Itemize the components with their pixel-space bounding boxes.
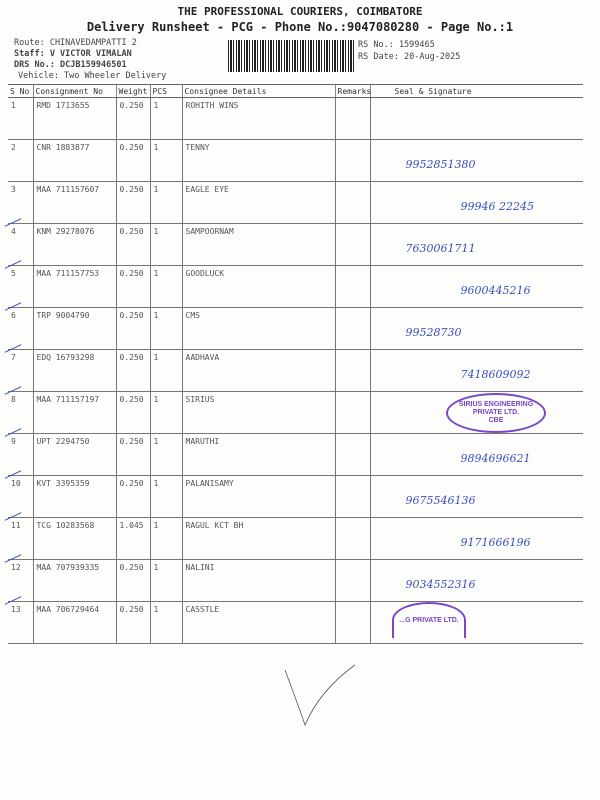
- column-header: Weight: [116, 85, 150, 98]
- cell-pcs: [150, 392, 182, 434]
- handwritten-phone: 9894696621: [460, 452, 531, 465]
- cell-sno: [8, 140, 33, 182]
- cell-signature: [370, 560, 583, 602]
- barcode: [228, 40, 354, 72]
- pcs-text: 1: [153, 143, 159, 152]
- cell-pcs: [150, 560, 182, 602]
- handwritten-phone: 9171666196: [460, 536, 531, 549]
- pcs-text: 1: [153, 479, 159, 488]
- cell-signature: [370, 140, 583, 182]
- weight-text: 1.045: [119, 521, 144, 530]
- cell-signature: [370, 182, 583, 224]
- sno-text: 5: [11, 269, 16, 278]
- weight-text: 0.250: [119, 143, 144, 152]
- cell-consignment: [33, 140, 116, 182]
- cell-consignment: [33, 182, 116, 224]
- consignee-text: NALINI: [185, 563, 215, 572]
- weight-text: 0.250: [119, 395, 144, 404]
- handwritten-phone: 99528730: [405, 326, 462, 339]
- sno-text: 12: [11, 563, 21, 572]
- weight-text: 0.250: [119, 353, 144, 362]
- cell-consignment: [33, 224, 116, 266]
- sno-text: 10: [11, 479, 21, 488]
- cell-consignment: [33, 266, 116, 308]
- cell-remarks: [335, 434, 370, 476]
- table-row: [8, 98, 583, 140]
- cell-pcs: [150, 266, 182, 308]
- cell-remarks: [335, 266, 370, 308]
- consignee-text: CMS: [185, 311, 200, 320]
- table-row: [8, 140, 583, 182]
- second-seal-stamp: [392, 602, 466, 638]
- seal-text: SIRIUS ENGINEERING PRIVATE LTD.: [458, 401, 534, 416]
- cell-consignment: [33, 308, 116, 350]
- pcs-text: 1: [153, 437, 159, 446]
- weight-text: 0.250: [119, 269, 144, 278]
- consignment-text: TCG 10283568: [36, 521, 95, 530]
- sno-text: 13: [11, 605, 21, 614]
- consignee-text: MARUTHI: [185, 437, 220, 446]
- sno-text: 9: [11, 437, 16, 446]
- cell-weight: [116, 560, 150, 602]
- cell-consignment: [33, 560, 116, 602]
- consignment-text: MAA 706729464: [36, 605, 100, 614]
- weight-text: 0.250: [119, 185, 144, 194]
- consignment-text: MAA 711157607: [36, 185, 100, 194]
- sno-text: 11: [11, 521, 21, 530]
- table-row: [8, 602, 583, 644]
- cell-consignee: [182, 434, 335, 476]
- rs-date: RS Date: 20-Aug-2025: [358, 52, 461, 62]
- cell-consignment: [33, 392, 116, 434]
- consignment-text: EDQ 16793298: [36, 353, 95, 362]
- consignment-text: CNR 1883877: [36, 143, 90, 152]
- staff: Staff: V VICTOR VIMALAN: [14, 49, 132, 59]
- table-row: [8, 560, 583, 602]
- column-header: Consignee Details: [182, 85, 335, 98]
- cell-remarks: [335, 308, 370, 350]
- cell-signature: [370, 98, 583, 140]
- cell-weight: [116, 182, 150, 224]
- handwritten-phone: 9675546136: [405, 494, 476, 507]
- cell-weight: [116, 602, 150, 644]
- weight-text: 0.250: [119, 563, 144, 572]
- cell-signature: [370, 224, 583, 266]
- cell-pcs: [150, 182, 182, 224]
- drs-no: DRS No.: DCJB159946501: [14, 60, 127, 70]
- weight-text: 0.250: [119, 605, 144, 614]
- consignee-text: SIRIUS: [185, 395, 215, 404]
- sno-text: 2: [11, 143, 16, 152]
- cell-consignment: [33, 350, 116, 392]
- pcs-text: 1: [153, 101, 159, 110]
- consignment-text: TRP 9004790: [36, 311, 90, 320]
- cell-pcs: [150, 98, 182, 140]
- column-header: S No: [8, 85, 33, 98]
- consignment-text: MAA 707939335: [36, 563, 100, 572]
- cell-remarks: [335, 476, 370, 518]
- table-row: [8, 308, 583, 350]
- handwritten-phone: 9952851380: [405, 158, 476, 171]
- vehicle: Vehicle: Two Wheeler Delivery: [18, 71, 167, 81]
- consignee-text: ROHITH WINS: [185, 101, 239, 110]
- pcs-text: 1: [153, 185, 159, 194]
- column-header: PCS: [150, 85, 182, 98]
- cell-remarks: [335, 602, 370, 644]
- pcs-text: 1: [153, 269, 159, 278]
- cell-consignment: [33, 518, 116, 560]
- cell-signature: [370, 266, 583, 308]
- consignee-text: CASSTLE: [185, 605, 220, 614]
- cell-consignee: [182, 350, 335, 392]
- consignee-text: GOODLUCK: [185, 269, 225, 278]
- consignment-text: KVT 3395359: [36, 479, 90, 488]
- cell-weight: [116, 98, 150, 140]
- pen-mark: [280, 660, 360, 730]
- cell-remarks: [335, 182, 370, 224]
- cell-weight: [116, 476, 150, 518]
- cell-remarks: [335, 560, 370, 602]
- cell-pcs: [150, 602, 182, 644]
- consignee-text: EAGLE EYE: [185, 185, 229, 194]
- seal-city: CBE: [488, 417, 504, 424]
- sno-text: 3: [11, 185, 16, 194]
- cell-consignee: [182, 266, 335, 308]
- cell-consignment: [33, 98, 116, 140]
- cell-pcs: [150, 350, 182, 392]
- cell-weight: [116, 518, 150, 560]
- weight-text: 0.250: [119, 437, 144, 446]
- cell-pcs: [150, 434, 182, 476]
- cell-consignee: [182, 392, 335, 434]
- cell-remarks: [335, 98, 370, 140]
- cell-remarks: [335, 224, 370, 266]
- weight-text: 0.250: [119, 227, 144, 236]
- cell-consignee: [182, 182, 335, 224]
- cell-consignee: [182, 140, 335, 182]
- pcs-text: 1: [153, 395, 159, 404]
- consignee-text: SAMPOORNAM: [185, 227, 234, 236]
- pcs-text: 1: [153, 521, 159, 530]
- runsheet-table: [8, 84, 583, 644]
- cell-weight: [116, 224, 150, 266]
- runsheet-subtitle: Delivery Runsheet - PCG - Phone No.:9047080280 - Page No.:1: [86, 20, 514, 34]
- weight-text: 0.250: [119, 101, 144, 110]
- table-row: [8, 224, 583, 266]
- cell-consignee: [182, 602, 335, 644]
- consignee-text: TENNY: [185, 143, 210, 152]
- cell-remarks: [335, 350, 370, 392]
- sno-text: 7: [11, 353, 16, 362]
- handwritten-phone: 99946 22245: [460, 200, 534, 213]
- cell-remarks: [335, 392, 370, 434]
- column-header: Consignment No: [33, 85, 116, 98]
- rs-no: RS No.: 1599465: [358, 40, 435, 50]
- consignee-text: PALANISAMY: [185, 479, 234, 488]
- cell-sno: [8, 602, 33, 644]
- column-header: Remarks: [335, 85, 370, 98]
- cell-signature: [370, 308, 583, 350]
- cell-pcs: [150, 140, 182, 182]
- table-row: [8, 434, 583, 476]
- cell-weight: [116, 434, 150, 476]
- cell-weight: [116, 308, 150, 350]
- table-row: [8, 518, 583, 560]
- cell-consignment: [33, 434, 116, 476]
- sno-text: 6: [11, 311, 16, 320]
- cell-signature: [370, 518, 583, 560]
- sno-text: 1: [11, 101, 16, 110]
- cell-consignee: [182, 98, 335, 140]
- consignment-text: MAA 711157197: [36, 395, 100, 404]
- table-row: [8, 350, 583, 392]
- cell-weight: [116, 266, 150, 308]
- column-header: Seal & Signature: [370, 85, 583, 98]
- consignment-text: MAA 711157753: [36, 269, 100, 278]
- cell-pcs: [150, 308, 182, 350]
- table-row: [8, 182, 583, 224]
- cell-consignment: [33, 476, 116, 518]
- handwritten-phone: 9034552316: [405, 578, 476, 591]
- weight-text: 0.250: [119, 479, 144, 488]
- handwritten-phone: 9600445216: [460, 284, 531, 297]
- pcs-text: 1: [153, 227, 159, 236]
- consignee-text: RAGUL KCT BH: [185, 521, 244, 530]
- pcs-text: 1: [153, 605, 159, 614]
- seal-text: ...G PRIVATE LTD.: [399, 617, 459, 624]
- cell-signature: [370, 434, 583, 476]
- route: Route: CHINAVEDAMPATTI 2: [14, 38, 137, 48]
- cell-weight: [116, 392, 150, 434]
- cell-consignee: [182, 518, 335, 560]
- cell-consignee: [182, 560, 335, 602]
- weight-text: 0.250: [119, 311, 144, 320]
- cell-weight: [116, 350, 150, 392]
- consignment-text: KNM 29278076: [36, 227, 95, 236]
- cell-pcs: [150, 224, 182, 266]
- company-seal-stamp: [446, 393, 546, 433]
- company-title: THE PROFESSIONAL COURIERS, COIMBATORE: [177, 5, 423, 18]
- table-row: [8, 266, 583, 308]
- consignee-text: AADHAVA: [185, 353, 220, 362]
- pcs-text: 1: [153, 311, 159, 320]
- cell-pcs: [150, 476, 182, 518]
- cell-weight: [116, 140, 150, 182]
- cell-signature: [370, 476, 583, 518]
- cell-consignment: [33, 602, 116, 644]
- consignment-text: RMD 1713655: [36, 101, 90, 110]
- pcs-text: 1: [153, 353, 159, 362]
- cell-sno: [8, 98, 33, 140]
- consignment-text: UPT 2294750: [36, 437, 90, 446]
- handwritten-phone: 7418609092: [460, 368, 531, 381]
- cell-pcs: [150, 518, 182, 560]
- sno-text: 8: [11, 395, 16, 404]
- cell-consignee: [182, 224, 335, 266]
- sno-text: 4: [11, 227, 16, 236]
- table-row: [8, 476, 583, 518]
- cell-consignee: [182, 308, 335, 350]
- pcs-text: 1: [153, 563, 159, 572]
- cell-remarks: [335, 140, 370, 182]
- cell-consignee: [182, 476, 335, 518]
- handwritten-phone: 7630061711: [405, 242, 476, 255]
- cell-signature: [370, 350, 583, 392]
- cell-remarks: [335, 518, 370, 560]
